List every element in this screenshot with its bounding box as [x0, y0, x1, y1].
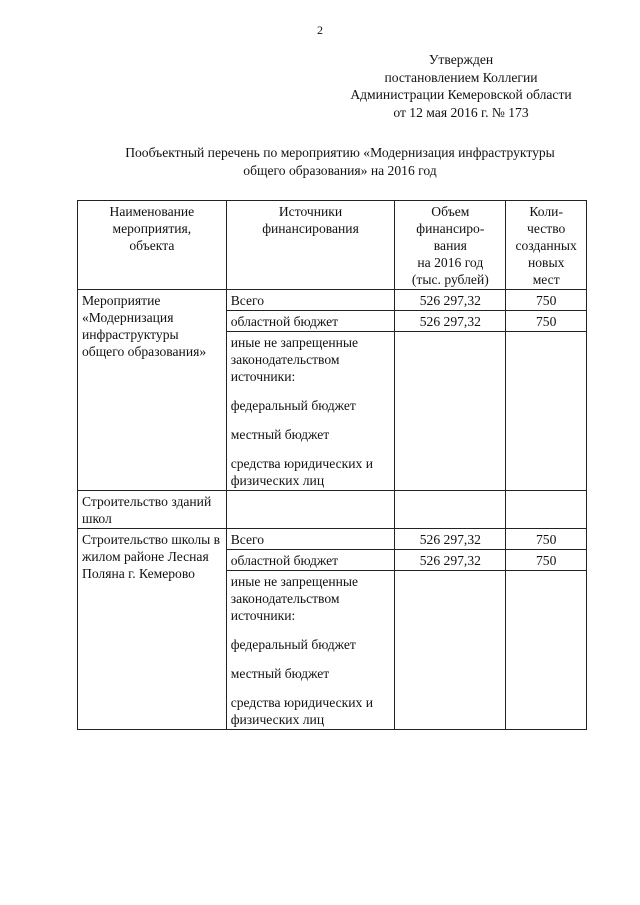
block1-other-local: местный бюджет: [230, 427, 330, 442]
approval-line-2: постановлением Коллегии: [384, 69, 538, 85]
block1-other-legal: средства юридических и физических лиц: [230, 456, 373, 488]
block2-volume-other: [395, 571, 506, 730]
block2-name: Строительство школы в жилом районе Лесная Поляна г. Кемерово: [78, 529, 227, 730]
block2-source-other: [226, 571, 395, 730]
block1-other-intro: иные не запрещенные законодательством источники:: [230, 335, 359, 384]
block2-places-total: 750: [506, 529, 587, 550]
block1-volume-other: [395, 332, 506, 491]
block1-places-regional: 750: [506, 311, 587, 332]
block1-places-total: 750: [506, 290, 587, 311]
block1-source-total: Всего: [226, 290, 395, 311]
document-title-line-2: общего образования» на 2016 год: [243, 162, 437, 178]
table-row: [78, 290, 587, 311]
section-volume: [395, 491, 506, 529]
block1-volume-total: 526 297,32: [395, 290, 506, 311]
block1-source-other: [226, 332, 395, 491]
block2-places-other: [506, 571, 587, 730]
header-source: Источники финансирования: [226, 201, 395, 290]
table-row: [78, 529, 587, 550]
approval-line-1: Утвержден: [428, 52, 494, 67]
table-row: [78, 491, 587, 529]
block1-source-regional: областной бюджет: [226, 311, 395, 332]
block2-other-federal: федеральный бюджет: [230, 637, 356, 652]
block1-other-federal: федеральный бюджет: [230, 398, 356, 413]
approval-line-4: от 12 мая 2016 г. № 173: [393, 104, 529, 120]
section-source: [226, 491, 395, 529]
table-header-row: [78, 201, 587, 290]
page-number: 2: [317, 23, 323, 37]
block2-other-legal: средства юридических и физических лиц: [230, 695, 373, 727]
block2-source-regional: областной бюджет: [226, 550, 395, 571]
financing-table: [77, 200, 587, 730]
block2-other-intro: иные не запрещенные законодательством источники:: [230, 574, 359, 623]
block1-name: Мероприятие «Модернизация инфраструктуры общего образования»: [78, 290, 227, 491]
document-title: [60, 144, 620, 179]
approval-line-3: Администрации Кемеровской области: [350, 87, 572, 102]
section-places: [506, 491, 587, 529]
header-volume: Объем финансиро- вания на 2016 год (тыс. рублей): [395, 201, 506, 290]
block2-volume-total: 526 297,32: [395, 529, 506, 550]
block2-source-total: Всего: [226, 529, 395, 550]
block2-volume-regional: 526 297,32: [395, 550, 506, 571]
block2-other-local: местный бюджет: [230, 666, 330, 681]
approval-stamp: [300, 51, 622, 121]
header-name: Наименование мероприятия, объекта: [78, 201, 227, 290]
block1-places-other: [506, 332, 587, 491]
document-title-line-1: Пообъектный перечень по мероприятию «Модернизация инфраструктуры: [125, 145, 555, 160]
section-name: Строительство зданий школ: [78, 491, 227, 529]
header-places: Коли- чество созданных новых мест: [506, 201, 587, 290]
block2-places-regional: 750: [506, 550, 587, 571]
block1-volume-regional: 526 297,32: [395, 311, 506, 332]
